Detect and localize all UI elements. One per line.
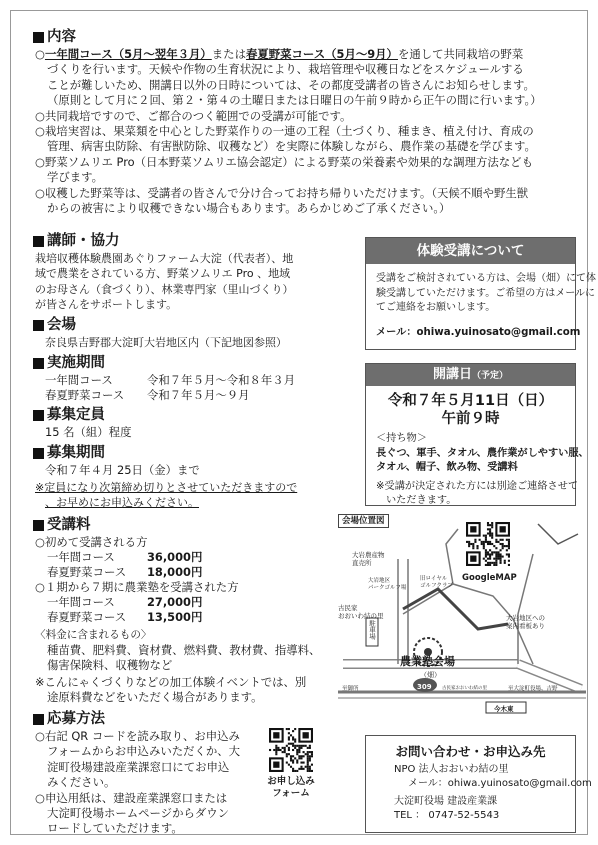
- application-form-qr-code[interactable]: [269, 728, 313, 772]
- contents-line-10: ○収穫した野菜等は、受講者の皆さんで分け合ってお持ち帰りいただけます。（天候不順や野生獣: [35, 185, 529, 200]
- flyer-content: [11, 11, 596, 836]
- fee-price: 36,000円: [147, 550, 203, 564]
- map-label-kominka-small: 古民家おおいわ結の里: [442, 686, 487, 691]
- map-label-golf: 旧ロイヤル ゴルフクラブ: [420, 576, 453, 589]
- contents-line-3: ことが難しいため、開講日以外の日時については、その都度受講者の皆さんにお知らせします。: [47, 77, 535, 92]
- map-label-sign: 大岩地区への 案内看板あり: [506, 614, 545, 630]
- bullet-square: [33, 448, 44, 459]
- trial-title: 体験受講について: [366, 238, 575, 264]
- trial-email[interactable]: メール：ohiwa.yuinosato@gmail.com: [376, 326, 581, 338]
- fees-included-line: 種苗費、肥料費、資材費、燃料費、教材費、指導料、: [47, 643, 321, 657]
- contents-line-11: からの被害により収穫できない場合もあります。あらかじめご了承ください。）: [47, 201, 451, 216]
- map-label-right-road: 至大淀町役場、吉野: [508, 686, 558, 692]
- contact-body: NPO 法人おおいわ結の里 メール：ohiwa.yuinosato@gmail.com 大淀町役場 建設産業課 TEL ： 0747-52-5543: [394, 764, 592, 822]
- google-map-label: GoogleMAP: [462, 573, 517, 583]
- north-arrow: [538, 524, 578, 544]
- bullet-square: [33, 358, 44, 369]
- contents-line-9: 学びます。: [47, 170, 104, 185]
- contact-email[interactable]: メール：ohiwa.yuinosato@gmail.com: [408, 778, 592, 790]
- contact-tel[interactable]: TEL ： 0747-52-5543: [394, 810, 500, 822]
- map-label-venue-sub: （畑）: [420, 671, 441, 679]
- section-title-instructors: 講師・協力: [33, 233, 120, 249]
- fee-price: 18,000円: [147, 565, 203, 579]
- instructors-body: 栽培収穫体験農園あぐりファーム大淀（代表者）、地 域で農業をされている方、野菜ソムリエ Pro 、地域 のお母さん（食づくり）、林業専門家（里山づくり） が皆さんをサポートします。: [35, 252, 294, 312]
- fee-course: 春夏野菜コース: [47, 610, 127, 624]
- fees-second-header: ○１期から７期に農業塾を受講された方: [35, 580, 239, 594]
- contents-line-5: ○共同栽培ですので、ご都合のつく範囲での受講が可能です。: [35, 108, 352, 123]
- application-deadline: 令和７年４月 25日（金）まで: [45, 463, 200, 477]
- section-title-contents: 内容: [33, 29, 76, 45]
- application-note-1: ※定員になり次第締め切りとさせていただきますので: [35, 481, 298, 494]
- application-note-2: 、お早めにお申込みください。: [45, 496, 199, 509]
- section-title-how-to-apply: 応募方法: [33, 711, 105, 727]
- trial-body: 受講をご検討されている方は、会場（畑）にて体 験受講していただけます。ご希望の方はメールに てご連絡をお願いします。 メール：ohiwa.yuinosato@gmail.com: [366, 264, 575, 340]
- opening-date: 令和７年５月11日（日） 午前９時: [387, 393, 554, 427]
- opening-title: 開講日（予定）: [366, 364, 575, 386]
- fee-price: 13,500円: [147, 610, 203, 624]
- fees-included-title: 〈料金に含まれるもの〉: [35, 629, 152, 641]
- opening-body: ＜持ち物＞ 長ぐつ、軍手、タオル、農作業がしやすい服、 タオル、帽子、飲み物、受講料 ※受講が決定された方には別途ご連絡させて いただきます。: [376, 433, 589, 506]
- section-title-fees: 受講料: [33, 517, 91, 533]
- contents-line-1: ○一年間コース（5月～翌年３月）または春夏野菜コース（5月～9月）を通して共同栽培の野菜: [35, 47, 524, 61]
- bullet-square: [33, 520, 44, 531]
- bullet-square: [33, 236, 44, 247]
- fee-price: 27,000円: [147, 595, 203, 609]
- contents-line-6: ○栽培実習は、果菜類を中心とした野菜作りの一連の工程（土づくり、種まき、植え付け、育成の: [35, 124, 534, 139]
- bullet-square: [33, 32, 44, 43]
- fee-course: 一年間コース: [47, 550, 115, 564]
- google-map-qr-code[interactable]: [466, 522, 510, 566]
- section-title-application-period: 募集期間: [33, 445, 105, 461]
- map-label-kominka: 古民家 おおいわ結の里: [338, 604, 384, 620]
- bullet-square: [33, 320, 44, 331]
- contact-title: お問い合わせ・お申込み先: [395, 744, 546, 759]
- contents-line-2: づくりを行います。天候や作物の生育状況により、栽培管理や収穫日などをスケジュールする: [47, 62, 524, 77]
- fees-first-header: ○初めて受講される方: [35, 535, 148, 549]
- contents-line-8: ○野菜ソムリエ Pro（日本野菜ソムリエ協会認定）による野菜の栄養素や効果的な調理方法なども: [35, 154, 533, 169]
- period-dates-2: 令和７年５月～９月: [147, 388, 250, 402]
- section-title-period: 実施期間: [33, 355, 105, 371]
- contents-line-7: 管理、病害虫防除、有害獣防除、収穫など）を実際に体験しながら、農作業の基礎を学びます。: [47, 139, 536, 154]
- contents-line-4: （原則として月に２回、第２・第４の土曜日または日曜日の午前９時から正午の間に行います。）: [47, 93, 542, 108]
- map-title: 会場位置図: [338, 514, 389, 528]
- section-title-venue: 会場: [33, 317, 76, 333]
- period-course-1: 一年間コース: [45, 373, 113, 387]
- trial-box: [365, 237, 596, 350]
- fees-note: 途原料費などをいただく場合があります。: [47, 690, 263, 704]
- fees-included-line: 傷害保険料、収穫物など: [47, 658, 173, 672]
- period-dates-1: 令和７年５月～令和８年３月: [147, 373, 296, 387]
- venue-map: [338, 514, 586, 724]
- flyer-page: [10, 10, 596, 836]
- fee-course: 一年間コース: [47, 595, 115, 609]
- map-label-intersection: 今木東: [494, 705, 514, 713]
- section-title-capacity: 募集定員: [33, 407, 105, 423]
- period-course-2: 春夏野菜コース: [45, 388, 125, 402]
- fees-note: ※こんにゃくづくりなどの加工体験イベントでは、別: [35, 675, 307, 689]
- how-to-apply-body: ○右記 QR コードを読み取り、お申込み フォームからお申込みいただくか、大 淀町役場建設産業課窓口にてお申込 みください。 ○申込用紙は、建設産業課窓口または 大淀町役場ホームページからダウン ロードしていただけます。: [35, 729, 241, 836]
- contact-box: [365, 735, 592, 833]
- bullet-square: [33, 714, 44, 725]
- fee-course: 春夏野菜コース: [47, 565, 127, 579]
- map-label-parking: 駐車場: [368, 620, 376, 640]
- venue-text: 奈良県吉野郡大淀町大岩地区内（下記地図参照）: [45, 336, 287, 349]
- opening-date-box: [365, 363, 589, 506]
- map-label-left-road: 至御所: [342, 686, 359, 692]
- map-label-route: 309: [417, 683, 432, 691]
- map-label-park: 大岩地区 パークゴルフ場: [368, 578, 407, 591]
- capacity-text: 15 名（組）程度: [45, 425, 132, 439]
- contents-body: [35, 47, 542, 216]
- map-label-venue: 農業塾会場: [400, 655, 455, 668]
- map-label-shop: 大岩農産物 直売所: [352, 551, 385, 567]
- bullet-square: [33, 410, 44, 421]
- qr-label: お申し込み フォーム: [267, 776, 315, 799]
